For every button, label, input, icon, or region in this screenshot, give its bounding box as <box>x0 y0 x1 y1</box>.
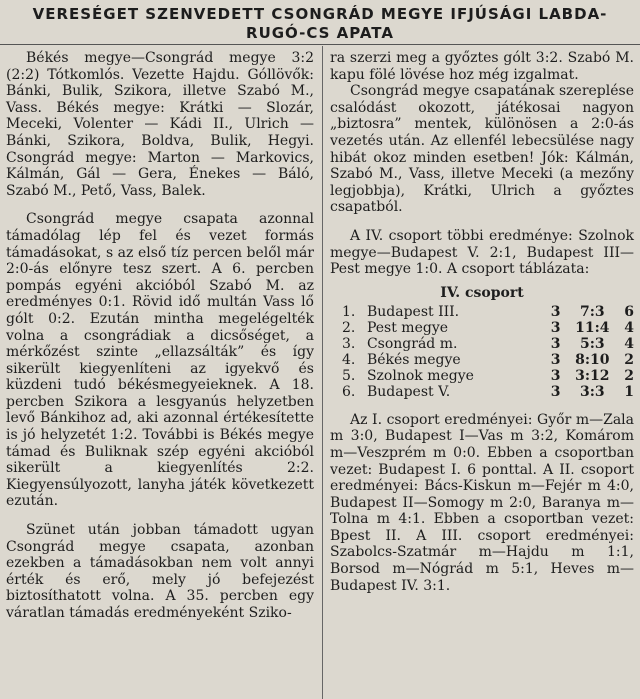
table-row <box>342 368 634 384</box>
other-group-results: Az I. csoport eredményei: Győr m—Zala m 3:0, Budapest I—Vas m 3:2, Komárom m—Veszprém m 0:0. Ebben a csoportban vezet: Budapest I. 6 ponttal. A II. csoport eredményei: Bács-Kiskun m—Fejér m 4:0, Budapest II—Somogy m 2:0, Baranya m—Tolna m 4:1. Ebben a csoportban vezet: Bpest II. A III. csoport eredményei: Szabolcs-Szatmár m—Hajdu m 1:1, Borsod m—Nógrád m 5:1, Heves m—Budapest IV. 3:1. <box>330 411 634 594</box>
table-row <box>342 336 634 352</box>
played-cell: 3 <box>550 367 561 384</box>
headline-line-2: RUGÓ-CS APATA <box>246 24 394 42</box>
points-cell: 6 <box>624 303 634 320</box>
goals-cell: 5:3 <box>579 335 605 352</box>
played-cell: 3 <box>550 351 561 368</box>
team-cell: Pest megye <box>366 319 449 336</box>
standings-title: IV. csoport <box>440 284 524 301</box>
rank-cell: 3. <box>342 335 356 352</box>
goals-cell: 8:10 <box>575 351 610 368</box>
paragraph-gap <box>6 199 314 211</box>
played-cell: 3 <box>550 335 561 352</box>
goals-cell: 3:12 <box>575 367 610 384</box>
standings-table <box>342 304 634 400</box>
evaluation-paragraph: Csongrád megye csapatának szereplése csalódást okozott, játékosai nagyon „biztosra” mentek, különösen a 2:0-ás vezetés után. Az ellenfél lebecsülése nagy hibát okoz minden esetben! Jók: Kálmán, Szabó M., Vass, illetve Meceki (a mezőny legjobbja), Krátki, Ulrich a győztes csapatból. <box>330 83 634 216</box>
article-headline <box>0 0 640 40</box>
match-report-first-half: Csongrád megye csapata azonnal támadólag lép fel és vezet formás támadásokat, s az első tíz percen belől már 2:0-ás előnyre tesz szert. A 6. percben pompás egyéni akcióból Szabó M. az eredményes 0:1. Rövid idő multán Vass lő gólt 0:2. Ezután mintha megelégelték volna a csongrádiak a dicsőséget, a mérkőzést szinte „ellazsálták” és így sikerült kiegyenlíteni az igyekvő és küzdeni tudó békésmegyeieknek. A 18. percben Szikora a lesgyanús helyzetben levő Bánkihoz ad, aki azonnal értékesítette is jó helyzetét 1:2. További is Békés megye támad és Buliknak szép egyéni akcióból sikerült a kiegyenlítés 2:2. Kiegyensúlyozott, lanyha játék következett ezután. <box>6 211 314 510</box>
team-cell: Budapest V. <box>366 383 451 400</box>
points-cell: 4 <box>624 335 634 352</box>
played-cell: 3 <box>550 319 561 336</box>
group-iv-results: A IV. csoport többi eredménye: Szolnok megye—Budapest V. 2:1, Budapest III—Pest megye 1:0. A csoport táblázata: <box>330 227 634 278</box>
headline-line-1: VERESÉGET SZENVEDETT CSONGRÁD MEGYE IFJÚSÁGI LABDA- <box>32 5 608 23</box>
goals-cell: 11:4 <box>575 319 610 336</box>
played-cell: 3 <box>550 303 561 320</box>
goals-cell: 7:3 <box>579 303 605 320</box>
rank-cell: 5. <box>342 367 356 384</box>
paragraph-gap <box>6 510 314 522</box>
right-column <box>330 50 634 594</box>
rank-cell: 1. <box>342 303 356 320</box>
paragraph-gap <box>330 216 634 228</box>
table-row <box>342 320 634 336</box>
team-cell: Szolnok megye <box>366 367 474 384</box>
rank-cell: 2. <box>342 319 356 336</box>
table-row <box>342 384 634 400</box>
goals-cell: 3:3 <box>579 383 605 400</box>
rank-cell: 6. <box>342 383 356 400</box>
points-cell: 2 <box>624 351 634 368</box>
headline-rule <box>0 44 640 45</box>
column-divider <box>322 46 323 699</box>
table-row <box>342 352 634 368</box>
match-report-lineups: Békés megye—Csongrád megye 3:2 (2:2) Tótkomlós. Vezette Hajdu. Góllövők: Bánki, Bulik, Szikora, illetve Szabó M., Vass. Békés megye: Krátki — Slozár, Meceki, Volenter — Kádi II., Ulrich — Bánki, Szikora, Boldva, Bulik, Hegyi. Csongrád megye: Marton — Markovics, Kálmán, Gál — Gera, Énekes — Báló, Szabó M., Pető, Vass, Balek. <box>6 50 314 199</box>
paragraph-gap <box>330 400 634 412</box>
winning-goal-paragraph: ra szerzi meg a győztes gólt 3:2. Szabó M. kapu fölé lövése hoz még izgalmat. <box>330 50 634 83</box>
points-cell: 2 <box>624 367 634 384</box>
played-cell: 3 <box>550 383 561 400</box>
match-report-second-half: Szünet után jobban támadott ugyan Csongrád megye csapata, azonban ezekben a támadásokban nem volt annyi érték és erő, mely jó befejezést biztosíthatott volna. A 35. percben egy váratlan támadás eredményeként Sziko- <box>6 522 314 621</box>
team-cell: Csongrád m. <box>366 335 458 352</box>
left-column <box>6 50 314 622</box>
team-cell: Békés megye <box>366 351 461 368</box>
rank-cell: 4. <box>342 351 356 368</box>
points-cell: 1 <box>624 383 634 400</box>
team-cell: Budapest III. <box>366 303 460 320</box>
table-row <box>342 304 634 320</box>
points-cell: 4 <box>624 319 634 336</box>
